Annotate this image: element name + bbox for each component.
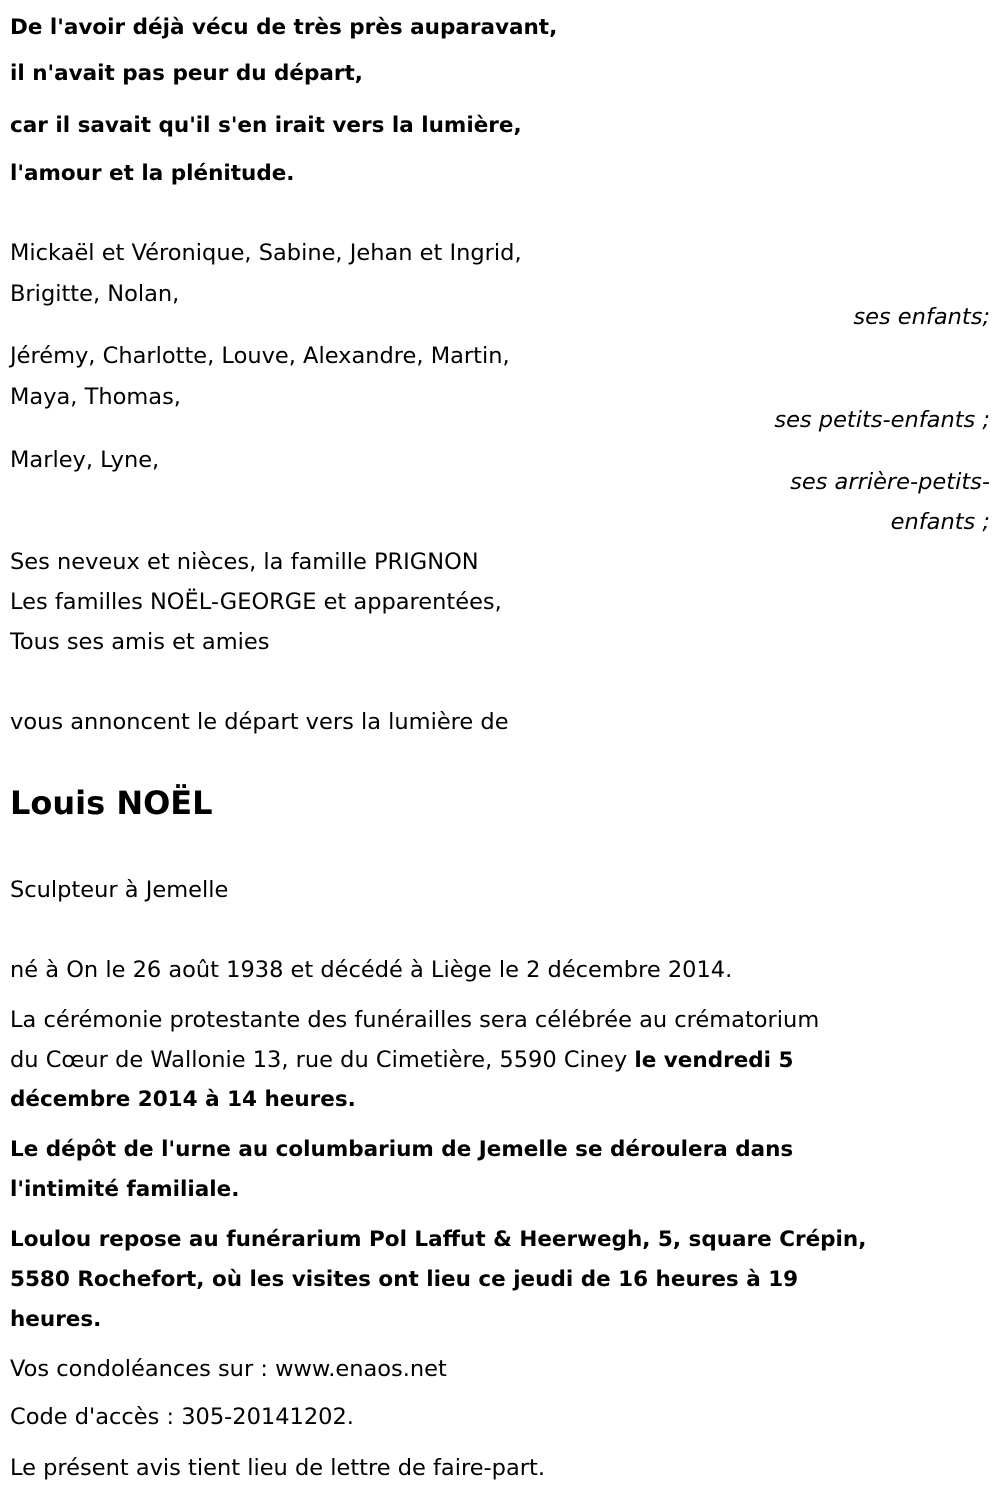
access-code: Code d'accès : 305-20141202. [10,1404,354,1430]
other-relatives: Ses neveux et nièces, la famille PRIGNON [10,549,479,575]
poem-line: il n'avait pas peur du départ, [10,61,363,86]
other-relatives: Tous ses amis et amies [10,629,270,655]
poem-line: De l'avoir déjà vécu de très près auparavant, [10,15,558,40]
ceremony-date: le vendredi 5 [634,1048,794,1073]
condolences-link: Vos condoléances sur : www.enaos.net [10,1356,447,1382]
great-grandchildren-label: ses arrière-petits- [790,469,990,495]
ceremony-line: La cérémonie protestante des funérailles sera célébrée au crématorium [10,1007,820,1033]
children-names: Brigitte, Nolan, [10,281,180,307]
children-names: Mickaël et Véronique, Sabine, Jehan et Ingrid, [10,240,522,266]
ceremony-line [10,1040,793,1080]
visit-info: heures. [10,1307,102,1332]
visit-info: Loulou repose au funérarium Pol Laffut & Heerwegh, 5, square Crépin, [10,1227,867,1252]
occupation: Sculpteur à Jemelle [10,877,229,903]
other-relatives: Les familles NOËL-GEORGE et apparentées, [10,589,502,615]
urn-info: Le dépôt de l'urne au columbarium de Jemelle se déroulera dans [10,1137,794,1162]
children-label: ses enfants; [853,304,990,330]
ceremony-location: du Cœur de Wallonie 13, rue du Cimetière, 5590 Ciney [10,1047,635,1073]
grandchildren-names: Maya, Thomas, [10,384,181,410]
poem-line: l'amour et la plénitude. [10,161,295,186]
ceremony-date: décembre 2014 à 14 heures. [10,1087,356,1112]
visit-info: 5580 Rochefort, où les visites ont lieu ce jeudi de 16 heures à 19 [10,1267,799,1292]
grandchildren-label: ses petits-enfants ; [774,407,990,433]
grandchildren-names: Jérémy, Charlotte, Louve, Alexandre, Martin, [10,343,510,369]
great-grandchildren-label: enfants ; [890,509,990,535]
urn-info: l'intimité familiale. [10,1177,240,1202]
birth-death-dates: né à On le 26 août 1938 et décédé à Liège le 2 décembre 2014. [10,957,733,983]
announcement: vous annoncent le départ vers la lumière de [10,709,509,735]
great-grandchildren-names: Marley, Lyne, [10,447,160,473]
poem-line: car il savait qu'il s'en irait vers la lumière, [10,113,522,138]
notice: Le présent avis tient lieu de lettre de faire-part. [10,1455,545,1481]
deceased-name: Louis NOËL [10,784,213,822]
